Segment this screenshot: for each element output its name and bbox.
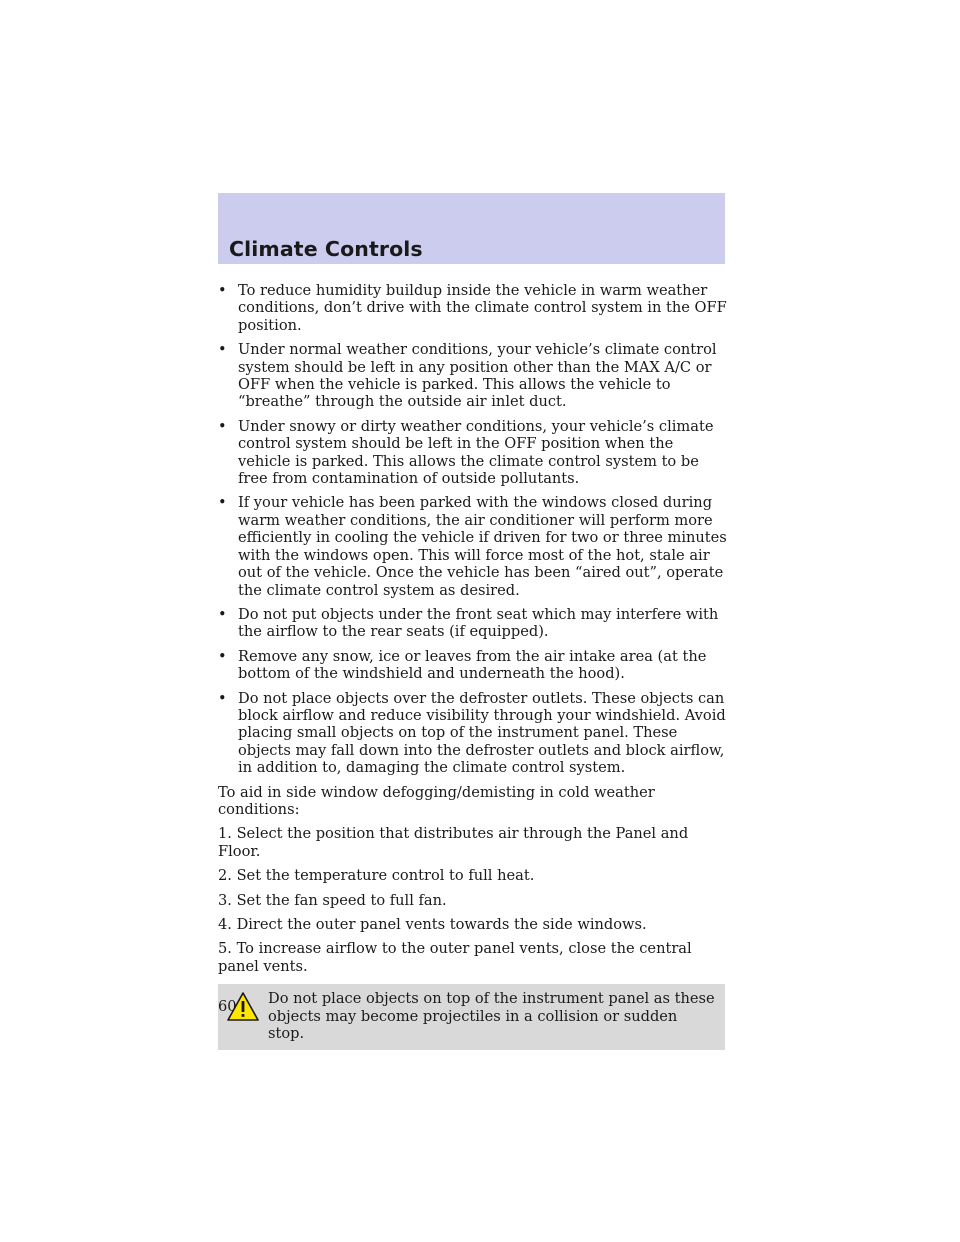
bullet-icon: • (218, 417, 227, 435)
steps-list (218, 825, 728, 975)
bullet-icon: • (218, 341, 227, 359)
section-title: Climate Controls (229, 237, 423, 261)
list-item (218, 648, 728, 683)
bullet-list (218, 282, 728, 777)
list-item (218, 341, 728, 411)
bullet-icon: • (218, 689, 227, 707)
step-item: 4. Direct the outer panel vents towards the side windows. (218, 916, 647, 933)
step-item: 2. Set the temperature control to full heat. (218, 867, 535, 885)
section-header-band (218, 193, 725, 264)
list-item (218, 494, 728, 598)
page-content (218, 282, 728, 1050)
warning-box (218, 984, 725, 1050)
step-item: 1. Select the position that distributes air through the Panel and Floor. (218, 825, 689, 860)
list-item-text: Do not place objects over the defroster outlets. These objects can block airflow and reduce visibility through your windshield. Avoid placing small objects on top of the instrument panel. These objects may fall down into the defroster outlets and block airflow, in addition to, damaging the climate control system. (238, 689, 726, 777)
list-item (218, 690, 728, 777)
list-item-text: Remove any snow, ice or leaves from the air intake area (at the bottom of the windshield and underneath the hood). (238, 647, 707, 683)
step-item: 3. Set the fan speed to full fan. (218, 891, 447, 909)
warning-text: Do not place objects on top of the instrument panel as these objects may become projectiles in a collision or sudden stop. (268, 990, 715, 1043)
bullet-icon: • (218, 282, 227, 299)
page-number: 60 (218, 998, 237, 1015)
intro-paragraph: To aid in side window defogging/demisting in cold weather conditions: (218, 783, 655, 818)
step-item: 5. To increase airflow to the outer panel vents, close the central panel vents. (218, 940, 692, 975)
list-item (218, 282, 728, 334)
list-item-text: If your vehicle has been parked with the windows closed during warm weather conditions, the air conditioner will perform more efficiently in cooling the vehicle if driven for two or three minutes with the windows open. This will force most of the hot, stale air out of the vehicle. Once the vehicle has been “aired out”, operate the climate control system as desired. (238, 494, 727, 599)
list-item-text: Do not put objects under the front seat which may interfere with the airflow to the rear seats (if equipped). (238, 605, 719, 641)
list-item (218, 418, 728, 488)
bullet-icon: • (218, 494, 227, 512)
list-item (218, 606, 728, 641)
list-item-text: Under snowy or dirty weather conditions, your vehicle’s climate control system should be left in the OFF position when the vehicle is parked. This allows the climate control system to be free from contamination of outside pollutants. (238, 417, 714, 488)
list-item-text: Under normal weather conditions, your vehicle’s climate control system should be left in any position other than the MAX A/C or OFF when the vehicle is parked. This allows the vehicle to “breathe” through the outside air inlet duct. (238, 341, 717, 411)
bullet-icon: • (218, 605, 227, 623)
bullet-icon: • (218, 647, 227, 665)
list-item-text: To reduce humidity buildup inside the vehicle in warm weather conditions, don’t drive with the climate control system in the OFF position. (238, 282, 727, 334)
